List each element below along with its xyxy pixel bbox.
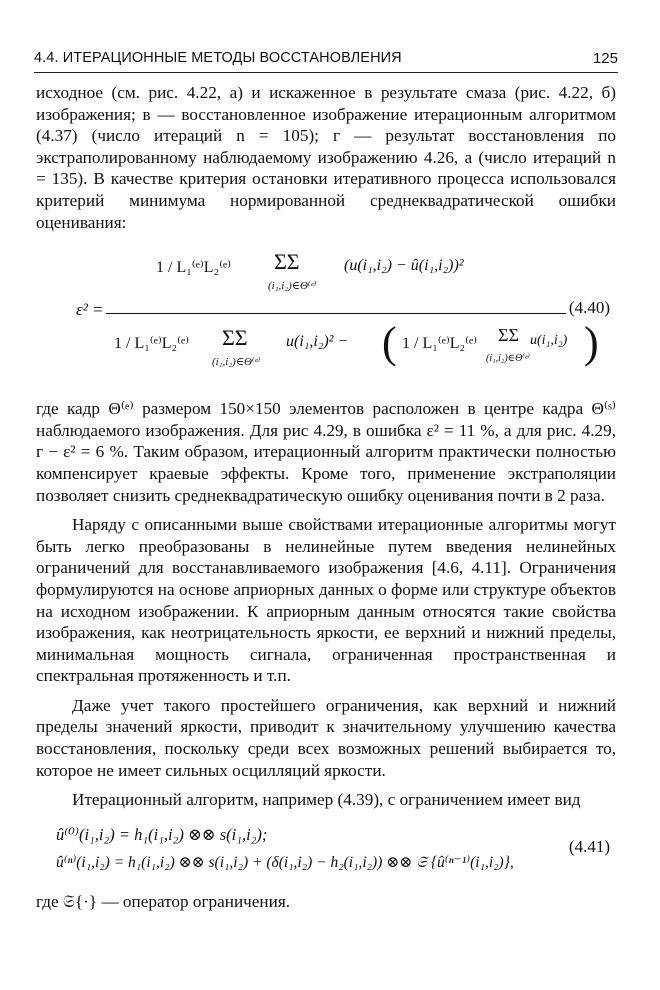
- equation-number-4-41: (4.41): [568, 836, 610, 856]
- denominator-term-1: u(i₁,i₂)² −: [286, 333, 349, 351]
- right-paren: ): [584, 318, 599, 368]
- header-rule: [34, 72, 618, 73]
- formula-4-41-line-1: û⁽⁰⁾(i₁,i₂) = h₁(i₁,i₂) ⊗⊗ s(i₁,i₂);: [56, 824, 268, 844]
- inner-sum-index: (i₁,i₂)∈Θ⁽ᵉ⁾: [486, 353, 530, 365]
- formula-lhs: ε² =: [76, 300, 104, 320]
- formula-4-40: [36, 243, 616, 388]
- paragraph-2: где кадр Θ⁽ᵉ⁾ размером 150×150 элементов расположен в центре кадра Θ⁽ˢ⁾ наблюдаемого изображения. Для рис 4.29, в ошибка ε² = 11 %, а для рис. 4.29, г − ε² = 6 %. Таким образом, итерационный алгоритм практически полностью компенсирует краевые эффекты. Кроме того, применение экстраполяции позволяет снизить среднеквадратическую ошибку оценивания почти в 2 раза.: [36, 399, 616, 505]
- paragraph-1: исходное (см. рис. 4.22, а) и искаженное в результате смаза (рис. 4.22, б) изображения; в — восстановленное изображение итерационным алгоритмом (4.37) (число итераций n = 105); г — результат восстановления по экстраполированному наблюдаемому изображению 4.26, а (число итераций n = 135). В качестве критерия остановки итеративного процесса использовался критерий минимума нормированной среднеквадратической ошибки оценивания:: [36, 83, 616, 232]
- formula-4-41-line-2: û⁽ⁿ⁾(i₁,i₂) = h₁(i₁,i₂) ⊗⊗ s(i₁,i₂) + (δ(i₁,i₂) − h₂(i₁,i₂)) ⊗⊗ 𝔖 {û⁽ⁿ⁻¹⁾(i₁,i₂)},: [56, 853, 514, 871]
- numerator-fraction: 1 / L₁⁽ᵉ⁾L₂⁽ᵉ⁾: [156, 259, 232, 277]
- formula-4-41: [36, 821, 616, 883]
- denominator-term-2: u(i₁,i₂): [530, 333, 568, 349]
- numerator-sum-index: (i₁,i₂)∈Θ⁽ᵉ⁾: [268, 280, 317, 293]
- page-body: [36, 82, 616, 912]
- paragraph-3: Наряду с описанными выше свойствами итерационные алгоритмы могут быть легко преобразованы в нелинейные путем введения нелинейных ограничений для восстанавливаемого изображения [4.6, 4.11]. Ограничения формулируются на основе априорных данных о форме или структуре объектов на исходном изображении. К априорным данным относятся такие свойства изображения, как неотрицательность яркости, ее верхний и нижний пределы, минимальная мощность сигнала, ограниченная пространственная и спектральная протяженность и т.п.: [36, 515, 616, 686]
- paragraph-5: Итерационный алгоритм, например (4.39), с ограничением имеет вид: [72, 790, 581, 810]
- equation-number-4-40: (4.40): [568, 298, 610, 318]
- main-fraction-bar: [106, 313, 566, 314]
- left-paren: (: [382, 318, 397, 368]
- numerator-expression: (u(i₁,i₂) − û(i₁,i₂))²: [344, 257, 464, 275]
- inner-fraction: 1 / L₁⁽ᵉ⁾L₂⁽ᵉ⁾: [402, 335, 478, 353]
- paragraph-6: где 𝔖{·} — оператор ограничения.: [36, 891, 291, 911]
- chapter-title: 4.4. ИТЕРАЦИОННЫЕ МЕТОДЫ ВОССТАНОВЛЕНИЯ: [34, 50, 402, 66]
- denominator-double-sum: ΣΣ: [222, 325, 248, 351]
- denominator-fraction: 1 / L₁⁽ᵉ⁾L₂⁽ᵉ⁾: [114, 335, 190, 353]
- numerator-double-sum: ΣΣ: [274, 249, 300, 275]
- inner-double-sum: ΣΣ: [498, 325, 519, 346]
- page-number: 125: [592, 50, 618, 67]
- denominator-sum-index: (i₁,i₂)∈Θ⁽ᵉ⁾: [212, 356, 261, 369]
- paragraph-4: Даже учет такого простейшего ограничения, как верхний и нижний пределы значений яркости, приводит к значительному улучшению качества восстановления, поскольку среди всех возможных решений выбирается то, которое не имеет сильных осцилляций яркости.: [36, 695, 616, 780]
- running-header: [34, 28, 618, 67]
